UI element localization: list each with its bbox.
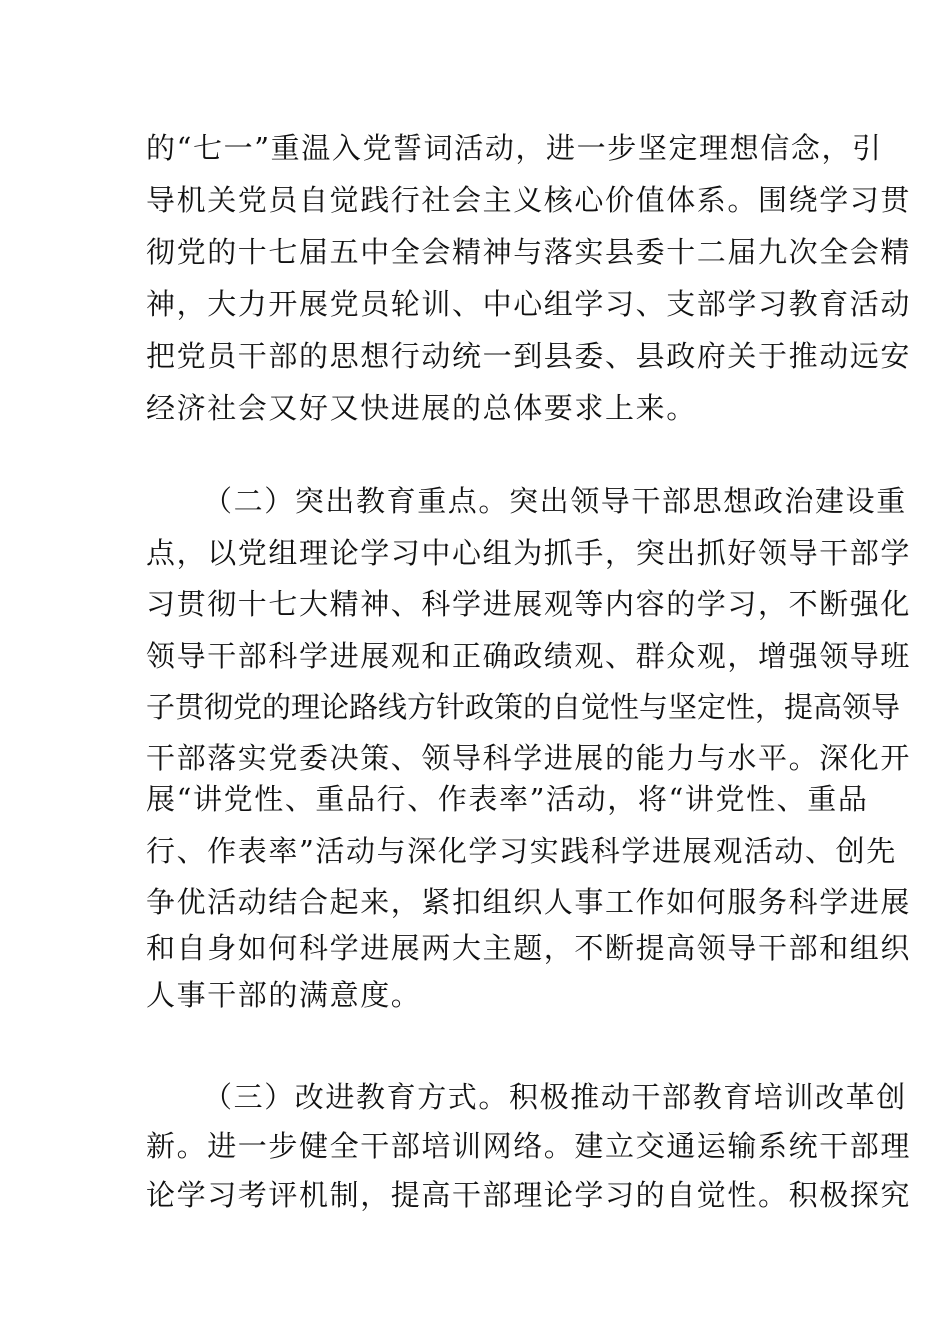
paragraph-2-line-4: 领导干部科学进展观和正确政绩观、群众观，增强领导班	[146, 639, 912, 673]
paragraph-2-line-6: 干部落实党委决策、领导科学进展的能力与水平。深化开	[146, 741, 912, 775]
paragraph-1-line-5: 把党员干部的思想行动统一到县委、县政府关于推动远安	[146, 339, 912, 373]
paragraph-2-line-5: 子贯彻党的理论路线方针政策的自觉性与坚定性，提高领导	[146, 690, 901, 724]
paragraph-2-line-11: 人事干部的满意度。	[146, 978, 422, 1012]
paragraph-1-line-6: 经济社会又好又快进展的总体要求上来。	[146, 391, 697, 425]
paragraph-2-line-10: 和自身如何科学进展两大主题，不断提高领导干部和组织	[146, 931, 912, 965]
paragraph-3-line-3: 论学习考评机制，提高干部理论学习的自觉性。积极探究	[146, 1178, 912, 1212]
paragraph-1-line-1: 的“七一”重温入党誓词活动，进一步坚定理想信念，引	[146, 131, 883, 165]
paragraph-3-line-2: 新。进一步健全干部培训网络。建立交通运输系统干部理	[146, 1129, 912, 1163]
paragraph-1-line-4: 神，大力开展党员轮训、中心组学习、支部学习教育活动	[146, 287, 912, 321]
paragraph-2-line-2: 点，以党组理论学习中心组为抓手，突出抓好领导干部学	[146, 536, 912, 570]
paragraph-3-line-1: （三）改进教育方式。积极推动干部教育培训改革创	[203, 1080, 907, 1114]
paragraph-1-line-2: 导机关党员自觉践行社会主义核心价值体系。围绕学习贯	[146, 183, 912, 217]
paragraph-2-line-9: 争优活动结合起来，紧扣组织人事工作如何服务科学进展	[146, 885, 912, 919]
paragraph-2-line-3: 习贯彻十七大精神、科学进展观等内容的学习，不断强化	[146, 587, 912, 621]
paragraph-1-line-3: 彻党的十七届五中全会精神与落实县委十二届九次全会精	[146, 235, 912, 269]
paragraph-2-line-1: （二）突出教育重点。突出领导干部思想政治建设重	[203, 484, 907, 518]
paragraph-2-line-7: 展“讲党性、重品行、作表率”活动，将“讲党性、重品	[146, 782, 869, 816]
paragraph-2-line-8: 行、作表率”活动与深化学习实践科学进展观活动、创先	[146, 834, 897, 868]
